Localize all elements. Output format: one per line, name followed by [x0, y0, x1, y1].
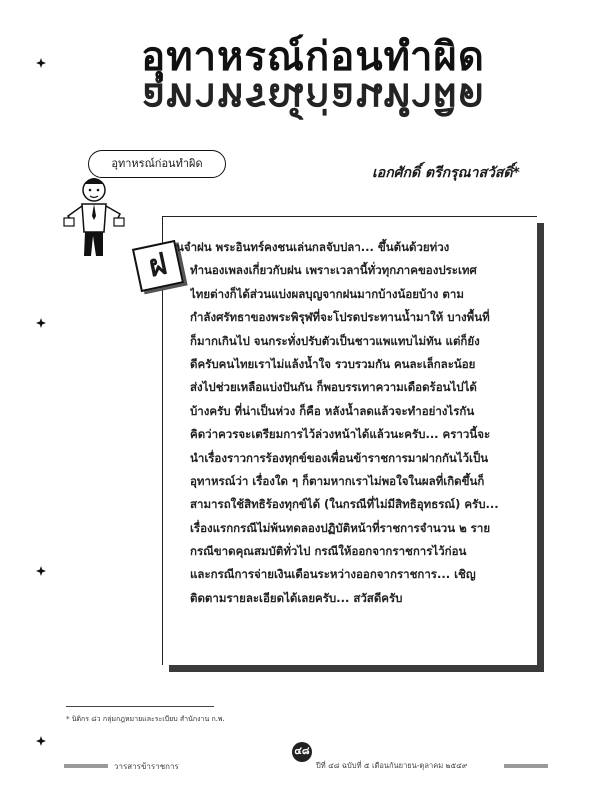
- body-line: สามารถใช้สิทธิร้องทุกข์ได้ (ในกรณีที่ไม่มีสิทธิอุทธรณ์) ครับ...: [190, 497, 499, 512]
- body-line: ทำนองเพลงเกี่ยวกับฝน เพราะเวลานี้ทั่วทุกภาคของประเทศ: [190, 263, 477, 278]
- footer-issue: ปีที่ ๔๘ ฉบับที่ ๕ เดือนกันยายน-ตุลาคม ๒๕๔๙: [316, 761, 468, 770]
- article-body: [176, 236, 535, 610]
- body-line: ไทยต่างก็ได้ส่วนแบ่งผลบุญจากฝนมากบ้างน้อยบ้าง ตาม: [190, 286, 464, 301]
- star-bullet-icon: [36, 736, 46, 746]
- star-bullet-icon: [36, 318, 46, 328]
- body-line: นจำฝน พระอินทร์คงชนเล่นกลจับปลา... ขึ้นต้นด้วยท่วง: [176, 240, 450, 254]
- body-line: กรณีขาดคุณสมบัติทั่วไป กรณีให้ออกจากราชการไว้ก่อน: [190, 544, 467, 559]
- page-number: ๔๘: [292, 742, 312, 762]
- page-footer: [64, 740, 548, 770]
- footer-bar-left: [64, 764, 108, 768]
- star-bullet-icon: [36, 566, 46, 576]
- footnote-rule: [66, 706, 214, 707]
- body-line: และกรณีการจ่ายเงินเดือนระหว่างออกจากราชการ... เชิญ: [190, 567, 476, 582]
- star-bullet-icon: [36, 58, 46, 68]
- body-line: บ้างครับ ที่น่าเป็นห่วง ก็คือ หลังน้ำลดแล้วจะทำอย่างไรกัน: [190, 403, 475, 418]
- body-line: เรื่องแรกกรณีไม่พ้นทดลองปฏิบัติหน้าที่ราชการจำนวน ๒ ราย: [190, 520, 491, 535]
- speech-bubble: อุทาหรณ์ก่อนทำผิด: [88, 150, 226, 178]
- body-line: อุทาหรณ์ว่า เรื่องใด ๆ ก็ตามหากเราไม่พอใจในผลที่เกิดขึ้นก็: [190, 473, 485, 488]
- body-line: ติดตามรายละเอียดได้เลยครับ... สวัสดีครับ: [190, 590, 403, 605]
- page-title: อุทาหรณ์ก่อนทำผิด: [141, 34, 485, 80]
- cartoon-man-icon: [58, 170, 128, 260]
- body-line: นำเรื่องราวการร้องทุกข์ของเพื่อนข้าราชการมาฝากกันไว้เป็น: [190, 450, 489, 465]
- footer-bar-right: [504, 764, 548, 768]
- author-name: เอกศักดิ์ ตรีกรุณาสวัสดิ์*: [372, 165, 520, 181]
- body-line: กำลังศรัทธาของพระพิรุฬที่จะโปรดประทานน้ำมาให้ บางพื้นที่: [190, 310, 490, 325]
- footer-publication: วารสารข้าราชการ: [114, 762, 179, 771]
- body-line: ก็มากเกินไป จนกระทั่งปรับตัวเป็นชาวแพแทบไม่ทัน แต่ก็ยัง: [190, 333, 480, 348]
- footnote: * นิติกร ๘ว กลุ่มกฎหมายและระเบียบ สำนักงาน ก.พ.: [66, 715, 225, 723]
- body-line: คิดว่าควรจะเตรียมการไว้ล่วงหน้าได้แล้วนะครับ... คราวนี้จะ: [190, 427, 491, 442]
- title-block: [118, 34, 508, 120]
- body-line: ส่งไปช่วยเหลือแบ่งปันกัน ก็พอบรรเทาความเดือดร้อนไปได้: [190, 380, 477, 395]
- page-title-reflection: อุทาหรณ์ก่อนทำผิด: [141, 74, 485, 120]
- drop-cap: ฝ: [132, 240, 184, 292]
- body-line: ดีครับคนไทยเราไม่แล้งน้ำใจ รวบรวมกัน คนละเล็กละน้อย: [190, 356, 476, 371]
